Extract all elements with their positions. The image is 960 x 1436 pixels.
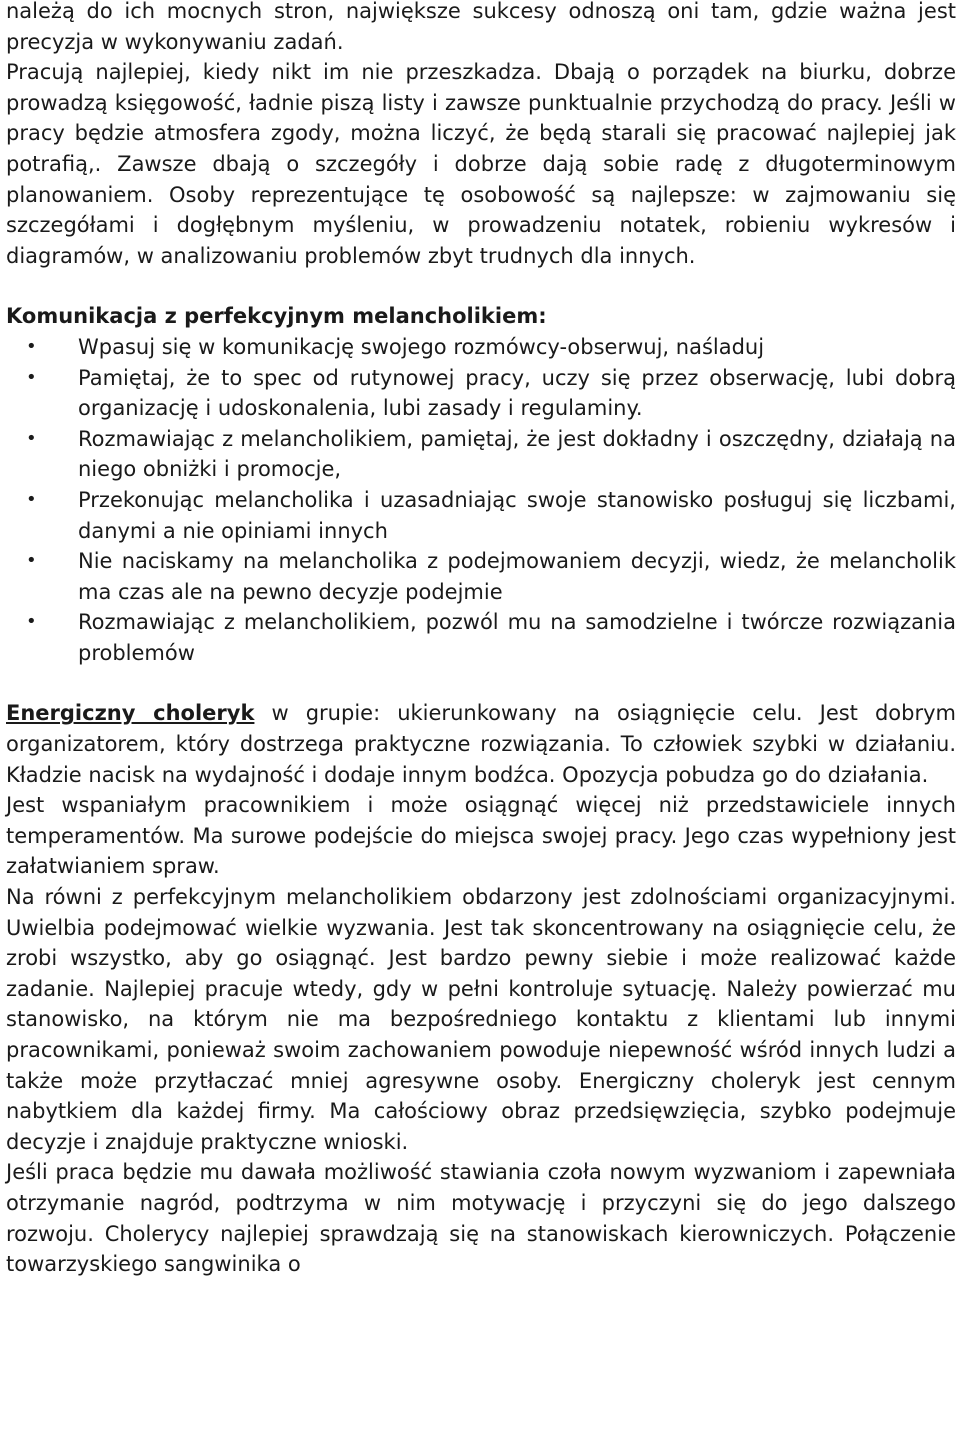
bullet-icon: • bbox=[26, 611, 37, 633]
bullet-icon: • bbox=[26, 427, 37, 449]
bullet-icon: • bbox=[26, 335, 37, 357]
bullet-icon: • bbox=[26, 550, 37, 572]
list-item-text: Pamiętaj, że to spec od rutynowej pracy, uczy się przez obserwację, lubi dobrą organizację i udoskonalenia, lubi zasady i regulaminy. bbox=[78, 365, 956, 421]
document-page bbox=[6, 0, 956, 1280]
list-item-text: Przekonując melancholika i uzasadniając swoje stanowisko posługuj się liczbami, danymi a nie opiniami innych bbox=[78, 487, 956, 543]
choleric-title: Energiczny choleryk bbox=[6, 701, 255, 726]
list-item bbox=[6, 424, 956, 485]
list-item bbox=[6, 363, 956, 424]
list-item bbox=[6, 485, 956, 546]
choleric-paragraph-4: Jeśli praca będzie mu dawała możliwość stawiania czoła nowym wyzwaniom i zapewniała otrzymanie nagród, podtrzyma w nim motywację i przyczyni się do jego dalszego rozwoju. Cholerycy najlepiej sprawdzają się na stanowiskach kierowniczych. Połączenie towarzyskiego sangwinika o bbox=[6, 1160, 956, 1277]
choleric-paragraph-1 bbox=[6, 698, 956, 790]
list-item bbox=[6, 607, 956, 668]
spacer bbox=[6, 271, 956, 301]
communication-heading: Komunikacja z perfekcyjnym melancholikiem: bbox=[6, 304, 547, 329]
bullet-icon: • bbox=[26, 488, 37, 510]
choleric-paragraph-3: Na równi z perfekcyjnym melancholikiem obdarzony jest zdolnościami organizacyjnymi. Uwielbia podejmować wielkie wyzwania. Jest tak skoncentrowany na osiągnięcie celu, że zrobi wszystko, aby go osiągnąć. Jest bardzo pewny siebie i może realizować każde zadanie. Najlepiej pracuje wtedy, gdy w pełni kontroluje sytuację. Należy powierzać mu stanowisko, na którym nie ma bezpośredniego kontaktu z klientami lub innymi pracownikami, ponieważ swoim zachowaniem powoduje niepewność wśród innych ludzi a także może przytłaczać mniej agresywne osoby. Energiczny choleryk jest cennym nabytkiem dla każdej firmy. Ma całościowy obraz przedsięwzięcia, szybko podejmuje decyzje i znajduje praktyczne wnioski. bbox=[6, 885, 956, 1154]
intro-paragraph-1: należą do ich mocnych stron, największe sukcesy odnoszą oni tam, gdzie ważna jest precyzja w wykonywaniu zadań. bbox=[6, 0, 956, 54]
list-item-text: Rozmawiając z melancholikiem, pozwól mu na samodzielne i twórcze rozwiązania problemów bbox=[78, 610, 956, 665]
choleric-paragraph-1-text: w grupie: ukierunkowany na osiągnięcie celu. Jest dobrym organizatorem, który dostrzega praktyczne rozwiązania. To człowiek szybki w działaniu. Kładzie nacisk na wydajność i dodaje innym bodźca. Opozycja pobudza go do działania. bbox=[6, 701, 957, 787]
list-item-text: Wpasuj się w komunikację swojego rozmówcy-obserwuj, naśladuj bbox=[78, 334, 765, 359]
list-item-text: Nie naciskamy na melancholika z podejmowaniem decyzji, wiedz, że melancholik ma czas ale na pewno decyzje podejmie bbox=[78, 549, 956, 604]
intro-paragraph-2: Pracują najlepiej, kiedy nikt im nie przeszkadza. Dbają o porządek na biurku, dobrze prowadzą księgowość, ładnie piszą listy i zawsze punktualnie przychodzą do pracy. Jeśli w pracy będzie atmosfera zgody, można liczyć, że będą starali się pracować najlepiej jak potrafią,. Zawsze dbają o szczegóły i dobrze dają sobie radę z długoterminowym planowaniem. Osoby reprezentujące tę osobowość są najlepsze: w zajmowaniu się szczegółami i dogłębnym myśleniu, w prowadzeniu notatek, robieniu wykresów i diagramów, w analizowaniu problemów zbyt trudnych dla innych. bbox=[6, 60, 956, 268]
list-item bbox=[6, 546, 956, 607]
bullet-icon: • bbox=[26, 366, 37, 388]
choleric-paragraph-2: Jest wspaniałym pracownikiem i może osiągnąć więcej niż przedstawiciele innych temperamentów. Ma surowe podejście do miejsca swojej pracy. Jego czas wypełniony jest załatwianiem spraw. bbox=[6, 793, 956, 879]
list-item-text: Rozmawiając z melancholikiem, pamiętaj, że jest dokładny i oszczędny, działają na niego obniżki i promocje, bbox=[78, 426, 956, 482]
spacer bbox=[6, 668, 956, 698]
list-item bbox=[6, 332, 956, 363]
communication-list bbox=[6, 332, 956, 669]
